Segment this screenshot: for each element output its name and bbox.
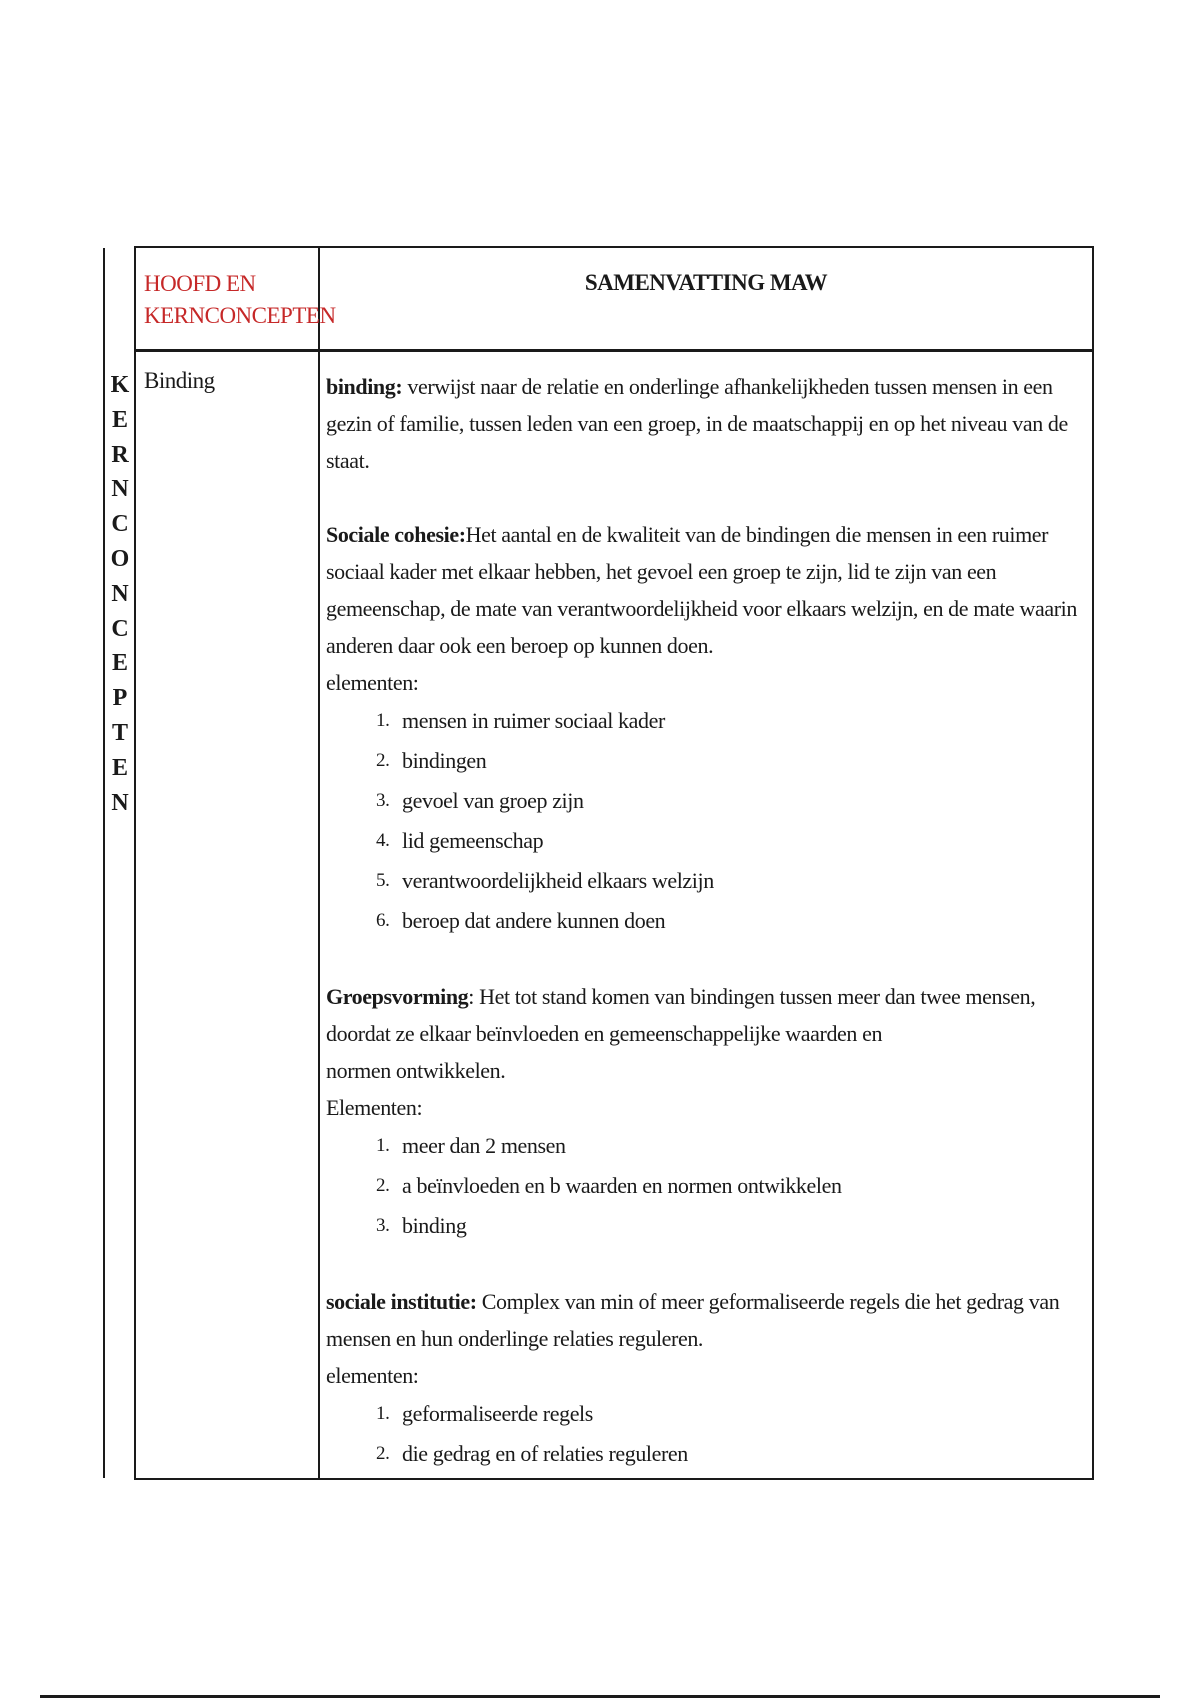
side-label-letter: T	[111, 719, 128, 746]
summary-cell	[326, 368, 1086, 1474]
list-institutie-elements	[326, 1394, 1086, 1474]
list-cohesie-elements	[326, 701, 1086, 941]
side-label-letter: E	[111, 406, 128, 433]
list-item: 5. verantwoordelijkheid elkaars welzijn	[376, 868, 714, 893]
text-sociale-cohesie: Het aantal en de kwaliteit van de bindingen die mensen in een ruimer sociaal kader met elkaar hebben, het gevoel een groep te zijn, lid te zijn van een gemeenschap, de mate van verantwoordelijkheid voor elkaars welzijn, en de mate waarin anderen daar ook een beroep op kunnen doen.	[326, 522, 1077, 658]
definition-sociale-institutie	[326, 1283, 1086, 1357]
side-label-letter: C	[111, 511, 129, 538]
side-label-letter: N	[111, 476, 129, 503]
term-sociale-institutie: sociale institutie:	[326, 1289, 477, 1314]
definition-groepsvorming	[326, 978, 1086, 1015]
list-item: 2. die gedrag en of relaties reguleren	[376, 1441, 688, 1466]
term-binding: binding:	[326, 374, 403, 399]
list-item: 1. geformaliseerde regels	[376, 1401, 593, 1426]
list-label-institutie: elementen:	[326, 1363, 419, 1388]
definition-binding	[326, 368, 1086, 479]
list-item: 4. lid gemeenschap	[376, 828, 544, 853]
side-label-letter: N	[111, 789, 129, 816]
side-label-letter: C	[111, 615, 129, 642]
side-label-letter: N	[111, 580, 129, 607]
term-sociale-cohesie: Sociale cohesie:	[326, 522, 466, 547]
list-groepsvorming-elements	[326, 1126, 1086, 1246]
side-label-letter: E	[111, 650, 128, 677]
term-groepsvorming: Groepsvorming	[326, 984, 469, 1009]
text-groepsvorming-line1: : Het tot stand komen van bindingen tussen meer dan twee mensen,	[468, 984, 1036, 1009]
list-item: 1. mensen in ruimer sociaal kader	[376, 708, 665, 733]
footer-rule	[40, 1695, 1160, 1698]
summary-table	[134, 246, 1094, 1480]
side-label-letter: E	[111, 754, 128, 781]
outer-left-rule	[103, 248, 105, 1478]
text-binding: verwijst naar de relatie en onderlinge afhankelijkheden tussen mensen in een gezin of familie, tussen leden van een groep, in de maatschappij en op het niveau van de staat.	[326, 374, 1068, 473]
list-item: 3. binding	[376, 1213, 467, 1238]
list-item: 6. beroep dat andere kunnen doen	[376, 908, 666, 933]
side-label-letter: O	[110, 545, 130, 572]
side-label-letter: K	[110, 372, 130, 398]
list-item: 3. gevoel van groep zijn	[376, 788, 584, 813]
text-groepsvorming-line3: normen ontwikkelen.	[326, 1058, 506, 1083]
list-label-cohesie: elementen:	[326, 670, 419, 695]
concept-cell: Binding	[144, 368, 215, 393]
list-item: 2. a beïnvloeden en b waarden en normen ontwikkelen	[376, 1173, 842, 1198]
column-divider	[318, 248, 320, 1478]
list-label-groepsvorming: Elementen:	[326, 1095, 423, 1120]
text-groepsvorming-line2: doordat ze elkaar beïnvloeden en gemeenschappelijke waarden en	[326, 1021, 883, 1046]
definition-sociale-cohesie	[326, 516, 1086, 664]
header-concepts: HOOFD EN KERNCONCEPTEN	[144, 271, 336, 328]
header-summary-title: SAMENVATTING MAW	[584, 270, 828, 295]
list-item: 1. meer dan 2 mensen	[376, 1133, 566, 1158]
side-label-letter: R	[111, 441, 129, 468]
list-item: 2. bindingen	[376, 748, 487, 773]
side-label-vertical	[106, 368, 134, 820]
side-label-letter: P	[112, 685, 128, 712]
table-header	[136, 248, 1092, 352]
text-sociale-institutie: Complex van min of meer geformaliseerde regels die het gedrag van mensen en hun onderlinge relaties reguleren.	[326, 1289, 1060, 1351]
